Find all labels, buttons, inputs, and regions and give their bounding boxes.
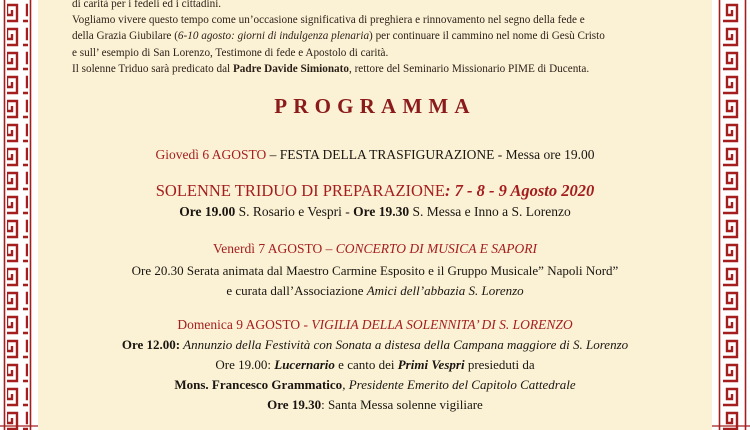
programma-title: PROGRAMMA <box>274 94 476 118</box>
domenica-text1: Annunzio della Festività con Sonata a distesa della Campana maggiore di S. Lorenzo <box>180 337 629 352</box>
triduo-title: SOLENNE TRIDUO DI PREPARAZIONE <box>155 181 445 200</box>
triduo-text1: S. Rosario e Vespri - <box>235 204 354 219</box>
giovedi-feast: – FESTA DELLA TRASFIGURAZIONE - <box>266 147 506 162</box>
triduo-schedule <box>38 204 712 220</box>
poster-panel <box>38 0 712 430</box>
domenica-heading <box>38 317 712 333</box>
venerdi-line1: Ore 20.30 Serata animata dal Maestro Carmine Esposito e il Gruppo Musicale” Napoli Nord” <box>131 263 619 278</box>
intro-line <box>72 61 712 77</box>
domenica-text3: presieduti da <box>464 357 535 372</box>
intro-line3a: della Grazia Giubilare ( <box>72 30 178 43</box>
intro-line3b: ) per continuare il cammino nel nome di Gesù Cristo <box>369 30 605 43</box>
venerdi-heading <box>38 241 712 257</box>
indulgence-note: 6-10 agosto: giorni di indulgenza plenaria <box>177 30 370 43</box>
intro-line2: Vogliamo vivere questo tempo come un’occasione significativa di preghiera e rinnovamento nel segno della fede e <box>72 14 585 27</box>
domenica-time3: Ore 19.30 <box>267 397 322 412</box>
intro-line <box>72 12 712 28</box>
association-name: Amici dell’abbazia S. Lorenzo <box>366 283 524 298</box>
giovedi-day: Giovedì 6 AGOSTO <box>155 147 267 162</box>
preacher-name: Padre Davide Simionato <box>232 62 349 75</box>
domenica-line3 <box>38 377 712 393</box>
triduo-dates: : 7 - 8 - 9 Agosto 2020 <box>444 181 595 200</box>
venerdi-sep: – <box>322 241 336 256</box>
presider-name: Mons. Francesco Grammatico <box>174 377 343 392</box>
venerdi-line2 <box>38 283 712 299</box>
venerdi-line2a: e curata dall’Associazione <box>226 283 367 298</box>
intro-line4: e sull’ esempio di San Lorenzo, Testimone di fede e Apostolo di carità. <box>72 46 389 59</box>
domenica-time2: Ore 19.00: <box>215 357 275 372</box>
triduo-heading <box>38 181 712 201</box>
domenica-event: VIGILIA DELLA SOLENNITA’ DI S. LORENZO <box>311 317 573 332</box>
domenica-line1 <box>38 337 712 353</box>
domenica-day: Domenica 9 AGOSTO <box>177 317 301 332</box>
giovedi-line <box>38 147 712 163</box>
venerdi-day: Venerdì 7 AGOSTO <box>213 241 323 256</box>
intro-line <box>72 0 712 12</box>
intro-line <box>72 28 712 44</box>
presider-title: , Presidente Emerito del Capitolo Cattedrale <box>342 377 576 392</box>
intro-line1: di carità per i fedeli ed i cittadini. <box>72 0 222 10</box>
domenica-text2: e canto dei <box>334 357 398 372</box>
intro-line5b: , rettore del Seminario Missionario PIME di Ducenta. <box>348 62 590 75</box>
intro-paragraph <box>72 0 712 77</box>
domenica-text4: : Santa Messa solenne vigiliare <box>321 397 483 412</box>
triduo-text2: S. Messa e Inno a S. Lorenzo <box>409 204 571 219</box>
primi-vespri: Primi Vespri <box>397 357 465 372</box>
triduo-time1: Ore 19.00 <box>179 204 236 219</box>
intro-line5a: Il solenne Triduo sarà predicato dal <box>72 62 233 75</box>
domenica-sep: - <box>300 317 312 332</box>
giovedi-mass: Messa ore 19.00 <box>505 147 595 162</box>
intro-line <box>72 45 712 61</box>
domenica-time1: Ore 12.00: <box>121 337 181 352</box>
venerdi-event: CONCERTO DI MUSICA E SAPORI <box>335 241 537 256</box>
domenica-line4 <box>38 397 712 413</box>
triduo-time2: Ore 19.30 <box>353 204 410 219</box>
domenica-line2 <box>38 357 712 373</box>
lucernario: Lucernario <box>274 357 335 372</box>
